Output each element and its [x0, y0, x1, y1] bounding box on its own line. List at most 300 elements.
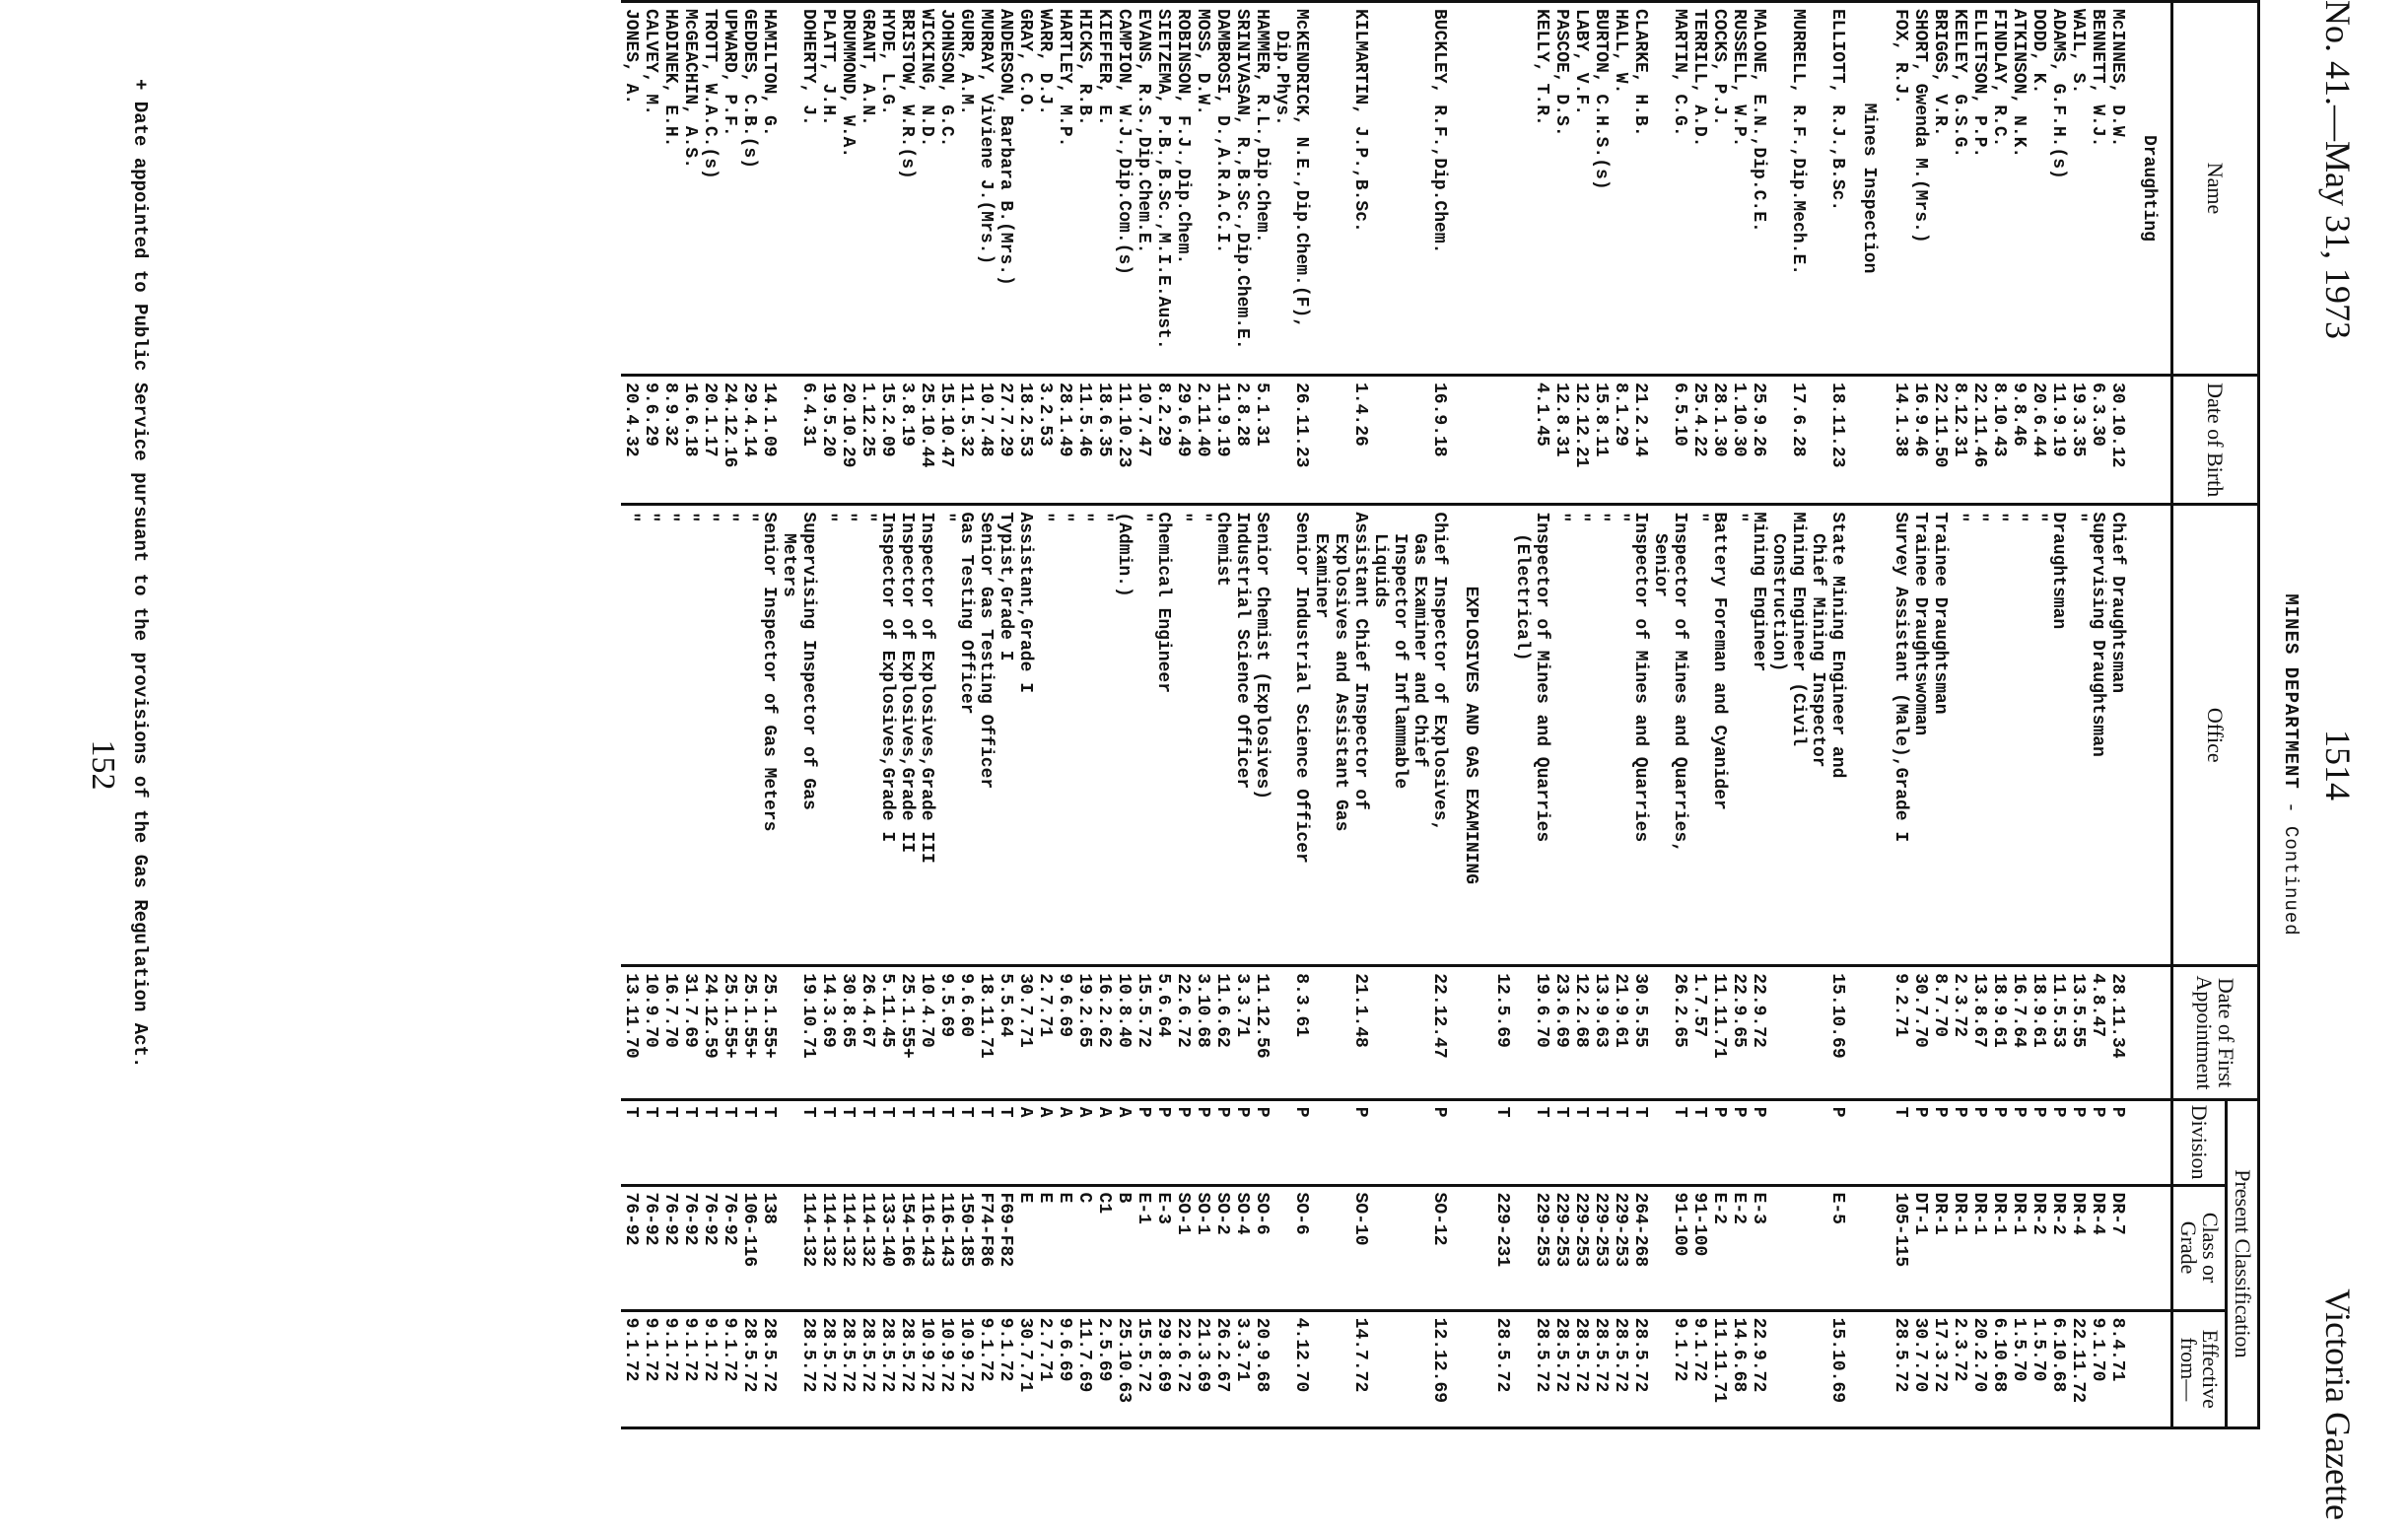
cell-dob: 2.8.28	[1232, 375, 1252, 504]
cell-office: "	[1689, 505, 1709, 966]
cell-dob: 11.9.19	[1212, 375, 1232, 504]
cell-division: P	[1729, 1099, 1749, 1185]
cell-appointment: 26.2.65	[1650, 966, 1689, 1099]
cell-grade: E	[1055, 1185, 1074, 1310]
cell-effective: 15.5.72	[1134, 1310, 1153, 1427]
cell-effective: 22.9.72	[1749, 1310, 1768, 1427]
cell-division: P	[1370, 1099, 1449, 1185]
cell-office: "	[1035, 505, 1055, 966]
cell-grade: 116-143	[936, 1185, 956, 1310]
table-row	[1571, 2, 1591, 1428]
cell-appointment: 22.9.65	[1729, 966, 1749, 1099]
cell-dob	[1492, 375, 1512, 504]
cell-office: Typist,Grade I	[996, 505, 1015, 966]
cell-division: P	[1709, 1099, 1729, 1185]
cell-name: MOSS, D.W.	[1193, 2, 1212, 376]
cell-division: P	[1272, 1099, 1311, 1185]
cell-office: Inspector of Mines and Quarries	[1630, 505, 1650, 966]
cell-dob: 16.6.18	[680, 375, 700, 504]
cell-name: WARR, D.J.	[1035, 2, 1055, 376]
cell-name: WAIL, S.	[2068, 2, 2088, 376]
empty-cell	[1449, 966, 1492, 1099]
cell-effective: 9.1.72	[720, 1310, 739, 1427]
cell-office: "	[2068, 505, 2088, 966]
cell-effective: 2.7.71	[1035, 1310, 1055, 1427]
cell-effective: 9.1.72	[976, 1310, 996, 1427]
cell-office: Senior Gas Testing Officer	[976, 505, 996, 966]
cell-grade: 116-143	[917, 1185, 936, 1310]
cell-appointment: 21.9.61	[1611, 966, 1630, 1099]
cell-office: Supervising Draughtsman	[2088, 505, 2107, 966]
cell-name: BRIGGS, V.R.	[1930, 2, 1950, 376]
cell-dob: 28.1.49	[1055, 375, 1074, 504]
table-row	[680, 2, 700, 1428]
cell-office: "	[2009, 505, 2029, 966]
cell-name: DRUMMOND, W.A.	[838, 2, 858, 376]
cell-division: A	[1094, 1099, 1114, 1185]
empty-cell	[1449, 1310, 1492, 1427]
table-row	[1492, 2, 1512, 1428]
table-row	[700, 2, 720, 1428]
cell-appointment: 5.11.45	[877, 966, 897, 1099]
table-row	[2107, 2, 2127, 1428]
cell-office: Inspector of Mines and Quarries, Senior	[1650, 505, 1689, 966]
cell-dob: 18.11.23	[1808, 375, 1847, 504]
cell-grade: 76-92	[720, 1185, 739, 1310]
cell-dob: 8.2.29	[1153, 375, 1173, 504]
cell-name: KEELEY, G.S.G.	[1950, 2, 1969, 376]
table-row	[818, 2, 838, 1428]
cell-name: DODD, K.	[2029, 2, 2048, 376]
cell-division: P	[1808, 1099, 1847, 1185]
cell-name: UPWARD, P.F.	[720, 2, 739, 376]
cell-division: T	[858, 1099, 877, 1185]
empty-cell	[1449, 1099, 1492, 1185]
cell-office: Survey Assistant (Male),Grade I	[1891, 505, 1910, 966]
cell-appointment: 26.4.67	[858, 966, 877, 1099]
cell-grade: E-5	[1808, 1185, 1847, 1310]
table-row	[1311, 2, 1370, 1428]
table-row	[1212, 2, 1232, 1428]
cell-name: ANDERSON, Barbara B.(Mrs.)	[996, 2, 1015, 376]
cell-dob: 22.11.46	[1969, 375, 1989, 504]
cell-name: GURR, A.M.	[956, 2, 976, 376]
cell-dob: 11.9.19	[2048, 375, 2068, 504]
cell-office: Trainee Draughtsman	[1930, 505, 1950, 966]
cell-effective: 20.2.70	[1969, 1310, 1989, 1427]
table-row	[660, 2, 680, 1428]
cell-dob: 6.3.30	[2088, 375, 2107, 504]
table-row	[1512, 2, 1551, 1428]
cell-division: P	[2009, 1099, 2029, 1185]
cell-division: T	[1551, 1099, 1571, 1185]
cell-name: DAMBROSI, D.,A.R.A.C.I.	[1212, 2, 1232, 376]
cell-appointment: 9.6.60	[956, 966, 976, 1099]
cell-appointment: 18.11.71	[976, 966, 996, 1099]
cell-effective: 22.11.72	[2068, 1310, 2088, 1427]
cell-name: GRANT, A.N.	[858, 2, 877, 376]
cell-dob: 20.6.44	[2029, 375, 2048, 504]
cell-division: P	[1173, 1099, 1193, 1185]
cell-grade: 264-268	[1630, 1185, 1650, 1310]
cell-name: DOHERTY, J.	[779, 2, 818, 376]
table-row	[1969, 2, 1989, 1428]
cell-division: T	[720, 1099, 739, 1185]
cell-appointment: 23.6.69	[1551, 966, 1571, 1099]
cell-dob: 10.7.48	[976, 375, 996, 504]
cell-division: T	[1591, 1099, 1611, 1185]
table-row	[1134, 2, 1153, 1428]
cell-effective: 21.3.69	[1193, 1310, 1212, 1427]
table-row	[2088, 2, 2107, 1428]
cell-dob: 11.5.46	[1074, 375, 1094, 504]
cell-name: JONES, A.	[621, 2, 641, 376]
cell-appointment: 10.4.70	[917, 966, 936, 1099]
empty-cell	[2127, 375, 2172, 504]
cell-appointment: 3.10.68	[1193, 966, 1212, 1099]
table-row	[759, 2, 779, 1428]
cell-name: MARTIN, C.G.	[1650, 2, 1689, 376]
cell-division: P	[1930, 1099, 1950, 1185]
cell-name: CALVEY, M.	[641, 2, 660, 376]
cell-office: State Mining Engineer and Chief Mining Inspector	[1808, 505, 1847, 966]
table-row	[1930, 2, 1950, 1428]
cell-appointment: 16.7.64	[2009, 966, 2029, 1099]
cell-office: "	[1989, 505, 2009, 966]
cell-dob: 25.9.26	[1749, 375, 1768, 504]
publication-title: Victoria Gazette	[2318, 1288, 2358, 1520]
cell-office: "	[720, 505, 739, 966]
cell-appointment: 25.1.55+	[739, 966, 759, 1099]
cell-effective: 28.5.72	[818, 1310, 838, 1427]
cell-effective: 30.7.71	[1015, 1310, 1035, 1427]
cell-office: Inspector of Explosives,Grade III	[917, 505, 936, 966]
cell-office: "	[1173, 505, 1193, 966]
cell-dob: 6.5.10	[1650, 375, 1689, 504]
cell-appointment: 18.9.61	[1989, 966, 2009, 1099]
cell-division: P	[1232, 1099, 1252, 1185]
cell-grade: 150-185	[956, 1185, 976, 1310]
cell-division: A	[1015, 1099, 1035, 1185]
cell-dob: 11.10.23	[1114, 375, 1134, 504]
cell-division: T	[759, 1099, 779, 1185]
table-row	[1114, 2, 1134, 1428]
cell-dob: 11.5.32	[956, 375, 976, 504]
cell-division: P	[1950, 1099, 1969, 1185]
cell-dob: 29.4.14	[739, 375, 759, 504]
cell-appointment: 22.9.72	[1749, 966, 1768, 1099]
cell-name: GEDDES, C.B.(s)	[739, 2, 759, 376]
cell-grade: DR-1	[1989, 1185, 2009, 1310]
table-row	[877, 2, 897, 1428]
cell-effective: 2.3.72	[1950, 1310, 1969, 1427]
cell-appointment: 9.5.69	[936, 966, 956, 1099]
cell-office: Battery Foreman and Cyanider	[1709, 505, 1729, 966]
cell-dob: 1.12.25	[858, 375, 877, 504]
table-row	[621, 2, 641, 1428]
table-row	[936, 2, 956, 1428]
cell-effective: 1.5.70	[2009, 1310, 2029, 1427]
cell-grade: SO-6	[1272, 1185, 1311, 1310]
table-row	[1729, 2, 1749, 1428]
cell-dob: 15.10.47	[936, 375, 956, 504]
cell-division: P	[1153, 1099, 1173, 1185]
cell-appointment: 2.7.71	[1035, 966, 1055, 1099]
section-heading: Draughting	[2127, 2, 2172, 376]
cell-office: "	[1611, 505, 1630, 966]
cell-dob: 29.6.49	[1173, 375, 1193, 504]
cell-grade: SO-2	[1212, 1185, 1232, 1310]
section-heading-row	[2127, 2, 2172, 1428]
cell-appointment: 2.3.72	[1950, 966, 1969, 1099]
table-row	[1630, 2, 1650, 1428]
table-row	[838, 2, 858, 1428]
section-heading-row	[1449, 2, 1492, 1428]
cell-office: "	[858, 505, 877, 966]
cell-effective: 1.5.70	[2029, 1310, 2048, 1427]
cell-appointment: 11.6.62	[1212, 966, 1232, 1099]
cell-appointment: 19.6.70	[1512, 966, 1551, 1099]
cell-appointment: 19.10.71	[779, 966, 818, 1099]
masthead	[2300, 0, 2369, 1530]
cell-division: T	[1891, 1099, 1910, 1185]
cell-appointment: 31.7.69	[680, 966, 700, 1099]
cell-division: T	[641, 1099, 660, 1185]
cell-grade: F74-F86	[976, 1185, 996, 1310]
cell-effective: 11.7.69	[1074, 1310, 1094, 1427]
cell-division	[1768, 1099, 1808, 1185]
cell-appointment: 25.1.55+	[759, 966, 779, 1099]
cell-dob: 22.11.50	[1930, 375, 1950, 504]
table-row	[739, 2, 759, 1428]
header-name: Name	[2172, 2, 2259, 376]
cell-dob: 16.9.18	[1370, 375, 1449, 504]
cell-grade: DR-4	[2088, 1185, 2107, 1310]
cell-dob: 20.1.17	[700, 375, 720, 504]
cell-division: T	[1689, 1099, 1709, 1185]
cell-appointment: 22.6.72	[1173, 966, 1193, 1099]
cell-appointment: 18.9.61	[2029, 966, 2048, 1099]
cell-effective: 11.11.71	[1709, 1310, 1729, 1427]
cell-dob: 19.3.35	[2068, 375, 2088, 504]
cell-name: McINNES, D.W.	[2107, 2, 2127, 376]
cell-name: HADINEK, E.H.	[660, 2, 680, 376]
empty-cell	[1449, 375, 1492, 504]
cell-grade: 229-253	[1571, 1185, 1591, 1310]
cell-appointment: 8.3.61	[1272, 966, 1311, 1099]
cell-effective: 14.7.72	[1311, 1310, 1370, 1427]
table-row	[2068, 2, 2088, 1428]
cell-division: T	[996, 1099, 1015, 1185]
cell-office: Supervising Inspector of Gas Meters	[779, 505, 818, 966]
cell-name: HALL, W.	[1611, 2, 1630, 376]
table-row	[1749, 2, 1768, 1428]
cell-division: A	[1055, 1099, 1074, 1185]
cell-name: GRAY, C.O.	[1015, 2, 1035, 376]
cell-office: "	[1551, 505, 1571, 966]
cell-office: "	[1729, 505, 1749, 966]
cell-office: Chief Inspector of Explosives, Gas Examiner and Chief Inspector of Inflammable Liquids	[1370, 505, 1449, 966]
cell-grade	[1768, 1185, 1808, 1310]
cell-dob: 3.2.53	[1035, 375, 1055, 504]
cell-effective: 17.3.72	[1930, 1310, 1950, 1427]
footnote: + Date appointed to Public Service pursuant to the provisions of the Gas Regulation Act.	[129, 79, 151, 1069]
cell-grade: 76-92	[641, 1185, 660, 1310]
cell-division: T	[1630, 1099, 1650, 1185]
cell-office: "	[818, 505, 838, 966]
cell-division: T	[1611, 1099, 1630, 1185]
cell-name: RUSSELL, W.P.	[1729, 2, 1749, 376]
table-row	[1591, 2, 1611, 1428]
cell-effective: 28.5.72	[877, 1310, 897, 1427]
table-row	[1370, 2, 1449, 1428]
table-row	[917, 2, 936, 1428]
cell-dob: 10.7.47	[1134, 375, 1153, 504]
empty-cell	[1847, 505, 1891, 966]
cell-grade: DR-2	[2029, 1185, 2048, 1310]
cell-effective	[1768, 1310, 1808, 1427]
cell-office: "	[621, 505, 641, 966]
table-row	[1035, 2, 1055, 1428]
header-present-classification: Present Classification	[2227, 1099, 2259, 1427]
table-row	[996, 2, 1015, 1428]
cell-division: T	[1571, 1099, 1591, 1185]
empty-cell	[1847, 375, 1891, 504]
table-row	[1173, 2, 1193, 1428]
section-heading: Mines Inspection	[1847, 2, 1891, 376]
cell-division: T	[897, 1099, 917, 1185]
cell-division: T	[660, 1099, 680, 1185]
cell-effective: 12.12.69	[1370, 1310, 1449, 1427]
table-row	[1551, 2, 1571, 1428]
cell-name: BRISTOW, W.R.(s)	[897, 2, 917, 376]
cell-office	[1492, 505, 1512, 966]
cell-dob: 24.12.16	[720, 375, 739, 504]
table-row	[1094, 2, 1114, 1428]
table-row	[858, 2, 877, 1428]
cell-grade: E-3	[1749, 1185, 1768, 1310]
cell-grade: SO-10	[1311, 1185, 1370, 1310]
cell-dob: 14.1.09	[759, 375, 779, 504]
cell-grade: 133-140	[877, 1185, 897, 1310]
cell-grade: 76-92	[700, 1185, 720, 1310]
table-row	[2009, 2, 2029, 1428]
cell-appointment: 5.6.64	[1153, 966, 1173, 1099]
cell-division: T	[936, 1099, 956, 1185]
table-row	[641, 2, 660, 1428]
cell-appointment: 21.1.48	[1311, 966, 1370, 1099]
cell-appointment	[1768, 966, 1808, 1099]
table-row	[1650, 2, 1689, 1428]
cell-dob: 25.4.22	[1689, 375, 1709, 504]
cell-division: T	[917, 1099, 936, 1185]
cell-dob: 5.1.31	[1252, 375, 1272, 504]
cell-appointment: 9.2.71	[1891, 966, 1910, 1099]
cell-division: P	[2107, 1099, 2127, 1185]
cell-grade: 229-253	[1551, 1185, 1571, 1310]
cell-name: FOX, R.J.	[1891, 2, 1910, 376]
cell-appointment: 13.8.67	[1969, 966, 1989, 1099]
cell-grade: 91-100	[1650, 1185, 1689, 1310]
cell-dob: 12.8.31	[1551, 375, 1571, 504]
cell-appointment: 13.11.70	[621, 966, 641, 1099]
cell-name: KIEFFER, E.	[1094, 2, 1114, 376]
cell-effective: 9.1.72	[641, 1310, 660, 1427]
cell-office: "	[660, 505, 680, 966]
cell-appointment: 14.3.69	[818, 966, 838, 1099]
cell-dob: 3.8.19	[897, 375, 917, 504]
cell-name: LABY, V.F.	[1571, 2, 1591, 376]
cell-dob: 1.4.26	[1311, 375, 1370, 504]
cell-dob: 9.8.46	[2009, 375, 2029, 504]
cell-division: P	[1212, 1099, 1232, 1185]
table-row	[1074, 2, 1094, 1428]
cell-appointment: 22.12.47	[1370, 966, 1449, 1099]
cell-name: TERRILL, A.D.	[1689, 2, 1709, 376]
cell-office: Trainee Draughtswoman	[1910, 505, 1930, 966]
table-row	[2048, 2, 2068, 1428]
cell-name: BENNETT, W.J.	[2088, 2, 2107, 376]
cell-effective: 28.5.72	[1492, 1310, 1512, 1427]
empty-cell	[1847, 1310, 1891, 1427]
cell-dob: 2.11.40	[1193, 375, 1212, 504]
cell-division: T	[779, 1099, 818, 1185]
cell-division: P	[1910, 1099, 1930, 1185]
cell-name: CLARKE, H.B.	[1630, 2, 1650, 376]
empty-cell	[1847, 1099, 1891, 1185]
table-row	[1768, 2, 1808, 1428]
cell-grade: SO-1	[1193, 1185, 1212, 1310]
cell-dob: 8.1.29	[1611, 375, 1630, 504]
cell-grade: 229-253	[1512, 1185, 1551, 1310]
cell-dob: 20.10.29	[838, 375, 858, 504]
cell-grade: 114-132	[858, 1185, 877, 1310]
cell-name: CAMPION, W.J.,Dip.Com.(s)	[1114, 2, 1134, 376]
cell-division: A	[1114, 1099, 1134, 1185]
cell-grade: SO-6	[1252, 1185, 1272, 1310]
department-title	[2280, 0, 2302, 1530]
cell-division: T	[818, 1099, 838, 1185]
table-row	[897, 2, 917, 1428]
cell-appointment: 15.10.69	[1808, 966, 1847, 1099]
cell-office: "	[1193, 505, 1212, 966]
cell-division: T	[1650, 1099, 1689, 1185]
department-name: MINES DEPARTMENT	[2280, 593, 2302, 790]
cell-dob: 9.6.29	[641, 375, 660, 504]
cell-office: "	[1134, 505, 1153, 966]
cell-appointment: 8.7.70	[1930, 966, 1950, 1099]
cell-dob: 8.9.32	[660, 375, 680, 504]
cell-appointment: 10.9.70	[641, 966, 660, 1099]
table-row	[1193, 2, 1212, 1428]
empty-cell	[2127, 966, 2172, 1099]
cell-grade: DR-1	[1930, 1185, 1950, 1310]
cell-division: T	[739, 1099, 759, 1185]
cell-appointment: 4.8.47	[2088, 966, 2107, 1099]
cell-appointment: 13.5.55	[2068, 966, 2088, 1099]
header-dob: Date of Birth	[2172, 375, 2259, 504]
cell-effective: 2.5.69	[1094, 1310, 1114, 1427]
continued-label: - Continued	[2280, 801, 2302, 937]
cell-appointment: 16.2.62	[1094, 966, 1114, 1099]
cell-effective: 9.1.70	[2088, 1310, 2107, 1427]
cell-effective: 9.1.72	[700, 1310, 720, 1427]
cell-dob: 18.6.35	[1094, 375, 1114, 504]
cell-name: HAMILTON, G.	[759, 2, 779, 376]
cell-grade: E-2	[1729, 1185, 1749, 1310]
cell-effective: 15.10.69	[1808, 1310, 1847, 1427]
cell-appointment: 19.2.65	[1074, 966, 1094, 1099]
